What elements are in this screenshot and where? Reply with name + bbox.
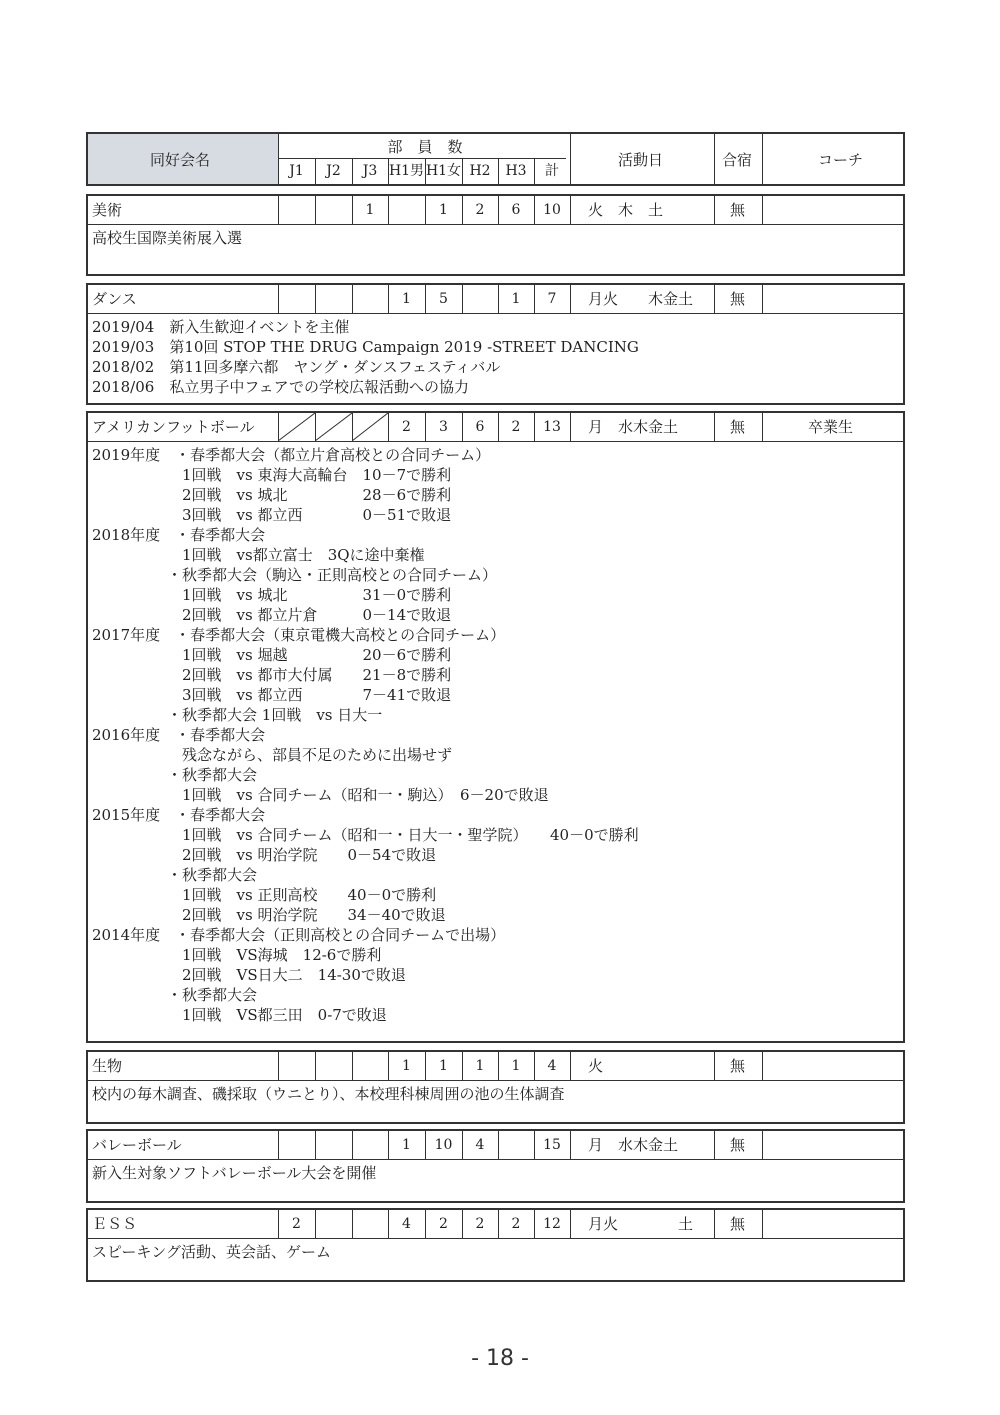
- member-count: 7: [547, 291, 557, 307]
- member-count: 1: [402, 1058, 411, 1074]
- club-note-line: 高校生国際美術展入選: [92, 229, 243, 247]
- member-count: 1: [511, 1058, 521, 1074]
- club-note-line: 2回戦 vs 明治学院 34－40で敗退: [92, 906, 446, 924]
- member-count: 4: [475, 1137, 485, 1153]
- club-note-line: 2019/03 第10回 STOP THE DRUG Campaign 2019 -STREET DANCING: [92, 338, 639, 356]
- header-coach: コーチ: [818, 151, 864, 169]
- club-name: アメリカンフットボール: [92, 418, 255, 436]
- club-block: [86, 1050, 905, 1124]
- activity-days: 月 水木金土: [588, 1136, 679, 1154]
- club-note-line: 1回戦 vs 合同チーム（昭和一・日大一・聖学院） 40－0で勝利: [92, 826, 639, 844]
- activity-days: 月火 木金土: [588, 290, 694, 308]
- header-col-3: H1男: [388, 163, 425, 179]
- camp-value: 無: [730, 1215, 746, 1233]
- header-col-1: J2: [326, 163, 341, 179]
- club-name: ダンス: [92, 290, 137, 308]
- club-name: 美術: [92, 201, 123, 219]
- club-note-line: 1回戦 vs 東海大高輪台 10－7で勝利: [92, 466, 452, 484]
- header-activity-day: 活動日: [618, 151, 664, 169]
- member-count: 6: [475, 419, 485, 435]
- coach-value: 卒業生: [808, 418, 854, 436]
- member-count: 2: [511, 1216, 521, 1232]
- club-note-line: 1回戦 vs 正則高校 40－0で勝利: [92, 886, 437, 904]
- member-count: 1: [439, 202, 448, 218]
- club-block: [86, 1208, 905, 1282]
- club-note-line: 2017年度 ・春季都大会（東京電機大高校との合同チーム）: [92, 626, 506, 644]
- member-count: 3: [439, 419, 448, 435]
- club-note-line: 2回戦 vs 城北 28－6で勝利: [92, 486, 452, 504]
- club-name: 生物: [92, 1057, 123, 1075]
- club-note-line: 3回戦 vs 都立西 7－41で敗退: [92, 686, 452, 704]
- member-count: 2: [511, 419, 521, 435]
- empty-slash-mark: [315, 413, 352, 441]
- club-note-line: ・秋季都大会: [92, 866, 258, 884]
- member-count: 2: [439, 1216, 448, 1232]
- header-camp: 合宿: [722, 151, 753, 169]
- member-count: 6: [511, 202, 521, 218]
- member-count: 13: [543, 419, 561, 435]
- camp-value: 無: [730, 418, 746, 436]
- activity-days: 火 木 土: [588, 201, 664, 219]
- club-note-line: 残念ながら、部員不足のために出場せず: [92, 746, 453, 764]
- empty-slash-mark: [278, 413, 315, 441]
- club-note-line: 2019年度 ・春季都大会（都立片倉高校との合同チーム）: [92, 446, 491, 464]
- club-name: ＥＳＳ: [92, 1215, 138, 1233]
- activity-days: 火: [588, 1057, 604, 1075]
- club-name: バレーボール: [92, 1136, 182, 1154]
- member-count: 1: [475, 1058, 485, 1074]
- member-count: 1: [365, 202, 375, 218]
- header-club-name: 同好会名: [150, 151, 211, 169]
- empty-slash-mark: [352, 413, 388, 441]
- header-col-4: H1女: [425, 163, 462, 179]
- camp-value: 無: [730, 1057, 746, 1075]
- camp-value: 無: [730, 201, 746, 219]
- club-note-line: 3回戦 vs 都立西 0－51で敗退: [92, 506, 452, 524]
- page-number: - 18 -: [471, 1346, 529, 1371]
- club-note-line: 1回戦 vs 城北 31－0で勝利: [92, 586, 452, 604]
- club-block: [86, 283, 905, 405]
- member-count: 1: [439, 1058, 448, 1074]
- member-count: 10: [543, 202, 561, 218]
- club-note-line: 1回戦 vs 堀越 20－6で勝利: [92, 646, 452, 664]
- club-note-line: スピーキング活動、英会話、ゲーム: [92, 1243, 331, 1261]
- member-count: 2: [475, 1216, 485, 1232]
- header-members-title: 部 員 数: [387, 138, 463, 156]
- member-count: 2: [402, 419, 411, 435]
- club-block: [86, 411, 905, 1043]
- club-note-line: 2回戦 vs 都立片倉 0－14で敗退: [92, 606, 452, 624]
- activity-days: 月 水木金土: [588, 418, 679, 436]
- activity-days: 月火 土: [588, 1215, 694, 1233]
- header-col-2: J3: [362, 163, 378, 179]
- club-note-line: 2014年度 ・春季都大会（正則高校との合同チームで出場）: [92, 926, 506, 944]
- club-note-line: 1回戦 vs 合同チーム（昭和一・駒込） 6－20で敗退: [92, 786, 549, 804]
- club-note-line: ・秋季都大会（駒込・正則高校との合同チーム）: [92, 566, 498, 584]
- club-note-line: 2018/06 私立男子中フェアでの学校広報活動への協力: [92, 378, 470, 396]
- header-col-7: 計: [545, 163, 559, 179]
- club-note-line: 2018年度 ・春季都大会: [92, 526, 266, 544]
- member-count: 1: [511, 291, 521, 307]
- club-note-line: ・秋季都大会 1回戦 vs 日大一: [92, 706, 383, 724]
- club-note-line: 2016年度 ・春季都大会: [92, 726, 266, 744]
- club-note-line: 1回戦 vs都立富士 3Qに途中棄権: [92, 546, 425, 564]
- member-count: 2: [292, 1216, 301, 1232]
- member-count: 4: [547, 1058, 557, 1074]
- club-note-line: 新入生対象ソフトバレーボール大会を開催: [92, 1164, 377, 1182]
- club-note-line: 2015年度 ・春季都大会: [92, 806, 266, 824]
- member-count: 12: [543, 1216, 561, 1232]
- member-count: 1: [402, 291, 411, 307]
- club-note-line: 2回戦 vs 都市大付属 21－8で勝利: [92, 666, 452, 684]
- club-block: [86, 194, 905, 276]
- club-note-line: 1回戦 VS都三田 0-7で敗退: [92, 1006, 387, 1024]
- header-col-0: J1: [289, 163, 304, 179]
- header-col-5: H2: [469, 163, 491, 179]
- member-count: 15: [543, 1137, 561, 1153]
- header-table: [86, 132, 905, 186]
- club-block: [86, 1129, 905, 1203]
- club-note-line: 2018/02 第11回多摩六都 ヤング・ダンスフェスティバル: [92, 358, 501, 376]
- club-note-line: 2019/04 新入生歓迎イベントを主催: [92, 318, 350, 336]
- member-count: 1: [402, 1137, 411, 1153]
- club-note-line: 1回戦 VS海城 12-6で勝利: [92, 946, 382, 964]
- member-count: 10: [434, 1137, 453, 1153]
- header-col-6: H3: [505, 163, 527, 179]
- club-note-line: ・秋季都大会: [92, 766, 258, 784]
- member-count: 5: [439, 291, 448, 307]
- camp-value: 無: [730, 290, 746, 308]
- club-note-line: 校内の毎木調査、磯採取（ウニとり）、本校理科棟周囲の池の生体調査: [92, 1085, 565, 1103]
- club-note-line: ・秋季都大会: [92, 986, 258, 1004]
- camp-value: 無: [730, 1136, 746, 1154]
- club-note-line: 2回戦 vs 明治学院 0－54で敗退: [92, 846, 437, 864]
- member-count: 2: [475, 202, 485, 218]
- club-note-line: 2回戦 VS日大二 14-30で敗退: [92, 966, 406, 984]
- member-count: 4: [402, 1216, 411, 1232]
